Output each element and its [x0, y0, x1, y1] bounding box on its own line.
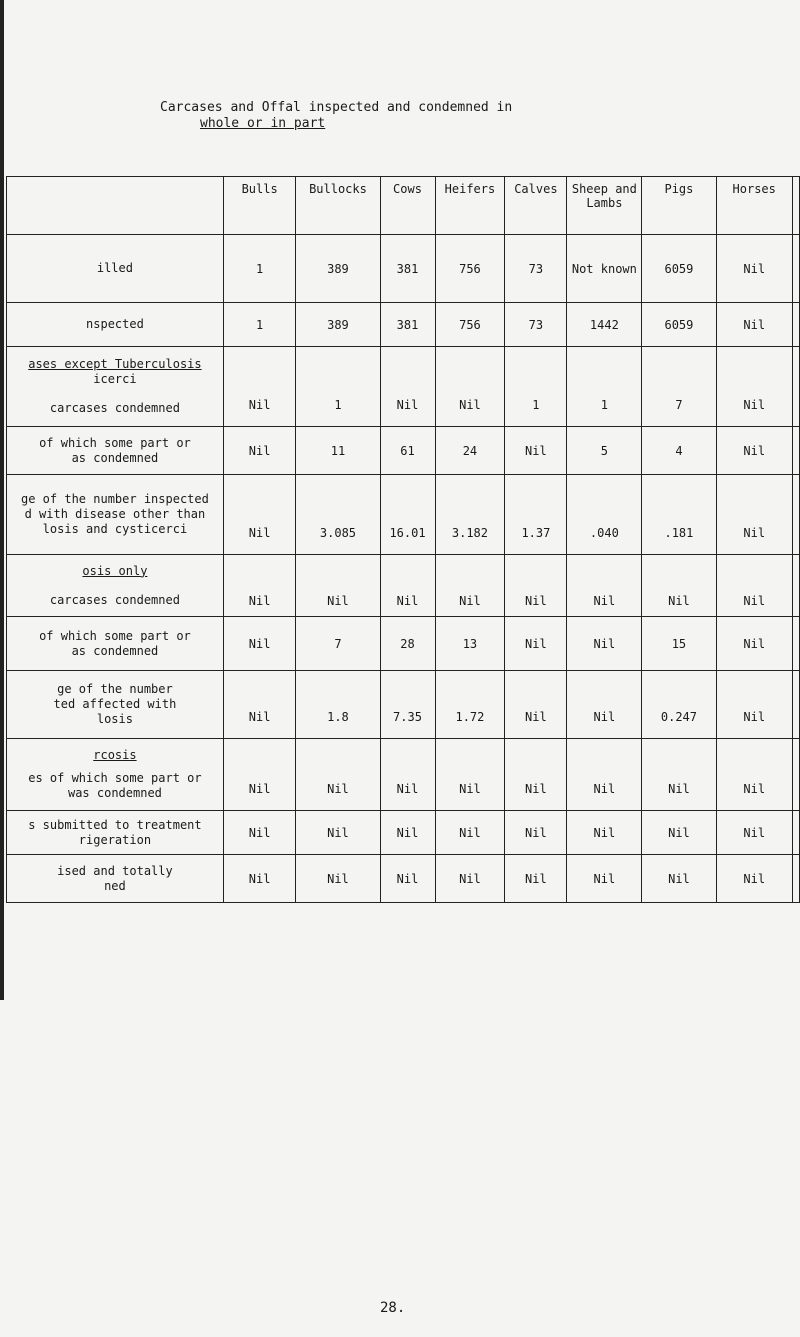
row-label [7, 347, 224, 427]
value-cell: Nil [505, 811, 567, 855]
table-body [7, 235, 800, 903]
edge-cell [792, 177, 799, 235]
value-cell: Nil [223, 475, 296, 555]
value-cell: Nil [505, 855, 567, 903]
table-row [7, 855, 800, 903]
value-cell: Nil [505, 617, 567, 671]
value-cell: Nil [567, 811, 642, 855]
value-cell: .040 [567, 475, 642, 555]
row-label-line: was condemned [67, 786, 162, 800]
value-cell: 28 [380, 617, 435, 671]
value-cell: 1.37 [505, 475, 567, 555]
value-cell: Nil [716, 555, 792, 617]
value-cell: .181 [642, 475, 716, 555]
value-cell: Nil [435, 855, 505, 903]
row-label [7, 617, 224, 671]
col-header-heifers: Heifers [435, 177, 505, 235]
value-cell: 3.182 [435, 475, 505, 555]
table-row [7, 347, 800, 427]
value-cell: Nil [223, 347, 296, 427]
value-cell: 381 [380, 303, 435, 347]
table-row [7, 555, 800, 617]
value-cell: Nil [223, 671, 296, 739]
edge-cell [792, 427, 799, 475]
value-cell: 15 [642, 617, 716, 671]
row-label-line: ised and totally [57, 863, 173, 878]
value-cell: Nil [296, 555, 380, 617]
edge-cell [792, 617, 799, 671]
value-cell: 1.72 [435, 671, 505, 739]
table-row [7, 617, 800, 671]
value-cell: Nil [223, 555, 296, 617]
edge-cell [792, 303, 799, 347]
row-label-line: osis only [82, 563, 148, 578]
value-cell: Nil [223, 811, 296, 855]
value-cell: Nil [716, 303, 792, 347]
value-cell: Nil [296, 811, 380, 855]
edge-cell [792, 811, 799, 855]
value-cell: 1 [223, 303, 296, 347]
value-cell: 11 [296, 427, 380, 475]
inspection-table [6, 176, 800, 903]
col-header-bullocks: Bullocks [296, 177, 380, 235]
row-label [7, 427, 224, 475]
value-cell: 61 [380, 427, 435, 475]
row-label-line: es of which some part or [28, 771, 202, 785]
header-label-cell [7, 177, 224, 235]
value-cell: 4 [642, 427, 716, 475]
value-cell: Nil [435, 739, 505, 811]
value-cell: 1442 [567, 303, 642, 347]
value-cell: 24 [435, 427, 505, 475]
value-cell: Nil [567, 739, 642, 811]
value-cell: Nil [716, 475, 792, 555]
value-cell: Nil [716, 855, 792, 903]
row-label [7, 235, 224, 303]
row-label-line: rcosis [93, 748, 137, 762]
row-label-line: ted affected with [53, 697, 177, 711]
value-cell: Nil [296, 739, 380, 811]
table-row [7, 671, 800, 739]
value-cell: Nil [716, 347, 792, 427]
value-cell: Nil [435, 347, 505, 427]
row-label-line: ases except Tuberculosis [28, 357, 202, 371]
title-line-2: whole or in part [200, 116, 326, 131]
value-cell: Nil [642, 555, 716, 617]
page-title [160, 100, 620, 132]
value-cell: Nil [642, 855, 716, 903]
value-cell: 6059 [642, 235, 716, 303]
row-label-line: ge of the number inspected [21, 492, 209, 506]
value-cell: Nil [296, 855, 380, 903]
col-header-pigs: Pigs [642, 177, 716, 235]
row-label-line: ned [104, 878, 126, 893]
value-cell: Nil [505, 555, 567, 617]
row-label-line: losis and cysticerci [42, 522, 188, 536]
row-label-line: nspected [86, 317, 144, 331]
row-label [7, 555, 224, 617]
value-cell: 3.085 [296, 475, 380, 555]
value-cell: Nil [567, 855, 642, 903]
row-label-line: as condemned [71, 450, 159, 465]
table-row [7, 303, 800, 347]
table-row [7, 739, 800, 811]
value-cell: Nil [505, 739, 567, 811]
value-cell: Nil [380, 347, 435, 427]
edge-cell [792, 739, 799, 811]
row-label [7, 739, 224, 811]
edge-cell [792, 555, 799, 617]
row-label-line: rigeration [78, 832, 152, 847]
value-cell: Nil [505, 427, 567, 475]
value-cell: 13 [435, 617, 505, 671]
table-row [7, 427, 800, 475]
value-cell: 6059 [642, 303, 716, 347]
value-cell: 73 [505, 235, 567, 303]
value-cell: 5 [567, 427, 642, 475]
value-cell: 1 [567, 347, 642, 427]
row-label-line: s submitted to treatment [28, 817, 202, 832]
col-header-sheep-lambs: Sheep and Lambs [567, 177, 642, 235]
row-label-line: ge of the number [57, 682, 173, 696]
value-cell: 7 [642, 347, 716, 427]
value-cell: Nil [716, 811, 792, 855]
value-cell: Nil [435, 811, 505, 855]
row-label-line: illed [96, 261, 133, 275]
value-cell: Nil [505, 671, 567, 739]
value-cell: Nil [223, 427, 296, 475]
value-cell: Nil [435, 555, 505, 617]
row-label [7, 855, 224, 903]
col-header-calves: Calves [505, 177, 567, 235]
value-cell: Nil [567, 671, 642, 739]
value-cell: 16.01 [380, 475, 435, 555]
value-cell: Nil [642, 811, 716, 855]
value-cell: 7 [296, 617, 380, 671]
row-label-line: carcases condemned [49, 592, 180, 607]
value-cell: 73 [505, 303, 567, 347]
edge-cell [792, 235, 799, 303]
value-cell: Nil [716, 235, 792, 303]
value-cell: 1 [223, 235, 296, 303]
col-header-cows: Cows [380, 177, 435, 235]
value-cell: Nil [380, 855, 435, 903]
value-cell: Nil [223, 739, 296, 811]
value-cell: 756 [435, 303, 505, 347]
row-label [7, 475, 224, 555]
page-number: 28. [380, 1300, 406, 1316]
value-cell: 381 [380, 235, 435, 303]
row-label [7, 303, 224, 347]
row-label-line: carcases condemned [49, 401, 180, 415]
value-cell: Nil [642, 739, 716, 811]
row-label-line: as condemned [71, 643, 159, 658]
value-cell: Nil [223, 855, 296, 903]
edge-cell [792, 855, 799, 903]
value-cell: Nil [716, 671, 792, 739]
edge-cell [792, 475, 799, 555]
edge-cell [792, 347, 799, 427]
row-label-line: d with disease other than [24, 507, 206, 521]
row-label [7, 671, 224, 739]
value-cell: 1.8 [296, 671, 380, 739]
row-label-line: of which some part or [39, 435, 191, 450]
row-label [7, 811, 224, 855]
table-row [7, 475, 800, 555]
value-cell: Nil [567, 617, 642, 671]
scan-edge [0, 0, 4, 1000]
edge-cell [792, 671, 799, 739]
value-cell: Nil [716, 617, 792, 671]
title-line-1: Carcases and Offal inspected and condemned in [160, 100, 513, 115]
value-cell: Nil [567, 555, 642, 617]
value-cell: Not known [567, 235, 642, 303]
row-label-line: losis [96, 712, 133, 726]
table-row [7, 811, 800, 855]
value-cell: Nil [380, 555, 435, 617]
value-cell: 0.247 [642, 671, 716, 739]
row-label-line: of which some part or [39, 628, 191, 643]
value-cell: Nil [223, 617, 296, 671]
table-row [7, 235, 800, 303]
value-cell: 756 [435, 235, 505, 303]
value-cell: Nil [380, 739, 435, 811]
value-cell: Nil [716, 427, 792, 475]
value-cell: 1 [505, 347, 567, 427]
col-header-horses: Horses [716, 177, 792, 235]
value-cell: 389 [296, 303, 380, 347]
value-cell: Nil [380, 811, 435, 855]
value-cell: 7.35 [380, 671, 435, 739]
value-cell: Nil [716, 739, 792, 811]
value-cell: 1 [296, 347, 380, 427]
header-row [7, 177, 800, 235]
row-label-line: icerci [93, 372, 137, 386]
col-header-bulls: Bulls [223, 177, 296, 235]
value-cell: 389 [296, 235, 380, 303]
